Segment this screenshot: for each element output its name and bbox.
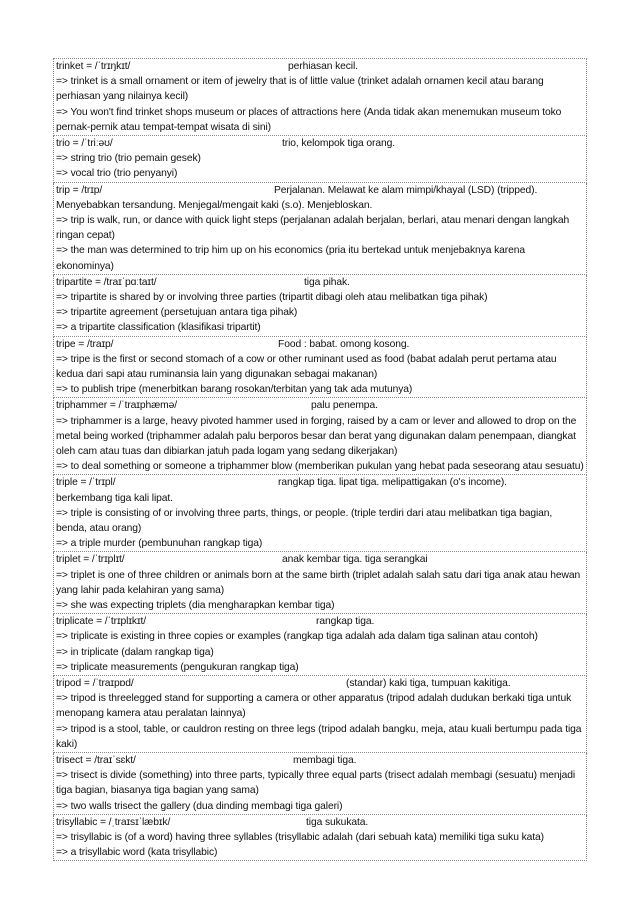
entry-gloss: perhiasan kecil. (288, 61, 358, 72)
entry-gloss: trio, kelompok tiga orang. (282, 138, 396, 149)
entry-headline (56, 275, 584, 290)
entry-word: trinket = /ˈtrɪŋkɪt/ (56, 61, 131, 72)
entry-word: tripartite = /traɪˈpɑːtaɪt/ (56, 276, 157, 288)
entry-trisyllabic (53, 815, 587, 862)
entry-word: trip = /trɪp/ (56, 184, 103, 196)
entry-line: => trisect is divide (something) into three parts, typically three equal parts (trisect adalah membagi (sesuatu) menjadi tiga bagian, biasanya tiga bagian yang sama) (56, 770, 576, 797)
dictionary-page (53, 58, 587, 861)
entry-line: => to publish tripe (menerbitkan barang rosokan/terbitan yang tak ada mutunya) (56, 384, 413, 396)
entry-line: => she was expecting triplets (dia mengharapkan kembar tiga) (56, 599, 335, 611)
entry-line: => two walls trisect the gallery (dua dinding membagi tiga galeri) (56, 800, 343, 812)
entry-line: => a trisyllabic word (kata trisyllabic) (56, 847, 218, 859)
entry-word: tripe = /traɪp/ (56, 338, 114, 350)
entry-headline (56, 59, 584, 74)
entry-word: tripod = /ˈtraɪpɒd/ (56, 677, 134, 689)
entry-line: => triplet is one of three children or animals born at the same birth (triplet adalah salah satu dari tiga anak atau hewan yang lahir pada kelahiran yang sama) (56, 569, 581, 596)
entry-gloss: Perjalanan. Melawat ke alam mimpi/khayal (LSD) (tripped). (274, 184, 538, 196)
entry-line: => You won't find trinket shops museum or places of attractions here (Anda tidak akan menemukan museum toko pernak-pernik atau tempat-tempat wisata di sini) (56, 106, 562, 133)
entry-word: triple = /ˈtrɪpl/ (56, 477, 116, 489)
entry-gloss: membagi tiga. (293, 754, 357, 766)
entry-headline (56, 183, 584, 198)
entry-headline (56, 753, 584, 768)
entry-line: => tripartite agreement (persetujuan antara tiga pihak) (56, 307, 298, 319)
entry-line: Menyebabkan tersandung. Menjegal/mengait kaki (s.o). Menjebloskan. (56, 199, 373, 211)
entry-trisect (53, 753, 587, 815)
entry-line: => tripod is a stool, table, or cauldron resting on three legs (tripod adalah bangku, meja, atau kuali bertumpu pada tiga kaki) (56, 723, 582, 750)
entry-word: triplet = /ˈtrɪplɪt/ (56, 554, 125, 566)
entry-headline (56, 398, 584, 413)
entry-word: trisyllabic = /ˌtraɪsɪˈlæbɪk/ (56, 816, 171, 828)
entry-word: trisect = /traɪˈsɛkt/ (56, 754, 136, 766)
entry-line: => string trio (trio pemain gesek) (56, 153, 201, 165)
entry-line: => triplicate measurements (pengukuran rangkap tiga) (56, 661, 299, 673)
entry-gloss: tiga pihak. (304, 276, 350, 288)
entry-gloss: rangkap tiga. lipat tiga. melipattigakan (o's income). (278, 477, 507, 489)
entry-headline (56, 614, 584, 629)
entry-line: => triple is consisting of or involving three parts, things, or people. (triple terdiri dari atau melibatkan tiga bagian, benda, atau orang) (56, 507, 553, 534)
entry-triple (53, 475, 587, 552)
entry-tripe (53, 337, 587, 399)
entry-line: => trip is walk, run, or dance with quick light steps (perjalanan adalah berjalan, berlari, atau menari dengan langkah ringan cepat) (56, 214, 570, 242)
entry-gloss: palu penempa. (311, 400, 378, 412)
entry-line: => a triple murder (pembunuhan rangkap tiga) (56, 538, 263, 550)
entry-gloss: (standar) kaki tiga, tumpuan kakitiga. (346, 677, 511, 689)
entry-word: trio = /ˈtriːəʊ/ (56, 138, 113, 149)
entry-line: => triplicate is existing in three copies or examples (rangkap tiga adalah ada dalam tiga salinan atau contoh) (56, 631, 538, 643)
entry-word: triphammer = /ˈtraɪphæmə/ (56, 400, 178, 412)
entry-gloss: anak kembar tiga. tiga serangkai (282, 554, 428, 566)
entry-gloss: rangkap tiga. (316, 616, 375, 628)
entry-line: berkembang tiga kali lipat. (56, 492, 173, 504)
entry-line: => triphammer is a large, heavy pivoted hammer used in forging, raised by a cam or lever and allowed to drop on the metal being worked (triphammer adalah palu berporos besar dan berat yang digunakan dalam penempaan, diangkat oleh cam atau tuas dan dibiarkan jatuh pada logam yang sedang dikerjakan) (56, 415, 577, 457)
entry-triplet (53, 552, 587, 614)
entry-headline (56, 337, 584, 352)
entry-triplicate (53, 614, 587, 676)
entry-trinket (53, 58, 587, 136)
entry-triphammer (53, 398, 587, 475)
entry-line: => the man was determined to trip him up on his economics (pria itu bertekad untuk menjebaknya karena ekonominya) (56, 245, 525, 272)
entry-tripod (53, 676, 587, 753)
entry-headline (56, 815, 584, 830)
entry-line: => tripe is the first or second stomach of a cow or other ruminant used as food (babat adalah perut pertama atau kedua dari sapi atau ruminansia lain yang digunakan sebagai makanan) (56, 353, 557, 380)
entry-line: => vocal trio (trio penyanyi) (56, 168, 178, 180)
entry-headline (56, 676, 584, 691)
entry-line: => to deal something or someone a triphammer blow (memberikan pukulan yang hebat pada seseorang atau sesuatu) (56, 461, 584, 473)
entry-word: triplicate = /ˈtrɪplɪkɪt/ (56, 616, 147, 628)
entry-line: => tripod is threelegged stand for supporting a camera or other apparatus (tripod adalah dudukan berkaki tiga untuk menopang kamera atau peralatan lainnya) (56, 693, 572, 720)
entry-line: => a tripartite classification (klasifikasi tripartit) (56, 322, 261, 334)
entry-headline (56, 475, 584, 490)
entry-gloss: tiga sukukata. (306, 816, 369, 828)
entry-line: => tripartite is shared by or involving three parties (tripartit dibagi oleh atau melibatkan tiga pihak) (56, 291, 488, 303)
entry-line: => trisyllabic is (of a word) having three syllables (trisyllabic adalah (dari sebuah kata) memiliki tiga suku kata) (56, 831, 545, 843)
entry-line: => trinket is a small ornament or item of jewelry that is of little value (trinket adalah ornamen kecil atau barang perhiasan yang nilainya kecil) (56, 76, 544, 103)
entry-gloss: Food : babat. omong kosong. (278, 338, 410, 350)
entry-tripartite (53, 275, 587, 337)
entry-trio (53, 136, 587, 183)
entry-headline (56, 136, 584, 151)
entry-headline (56, 552, 584, 567)
entry-trip (53, 183, 587, 275)
entry-line: => in triplicate (dalam rangkap tiga) (56, 646, 214, 658)
